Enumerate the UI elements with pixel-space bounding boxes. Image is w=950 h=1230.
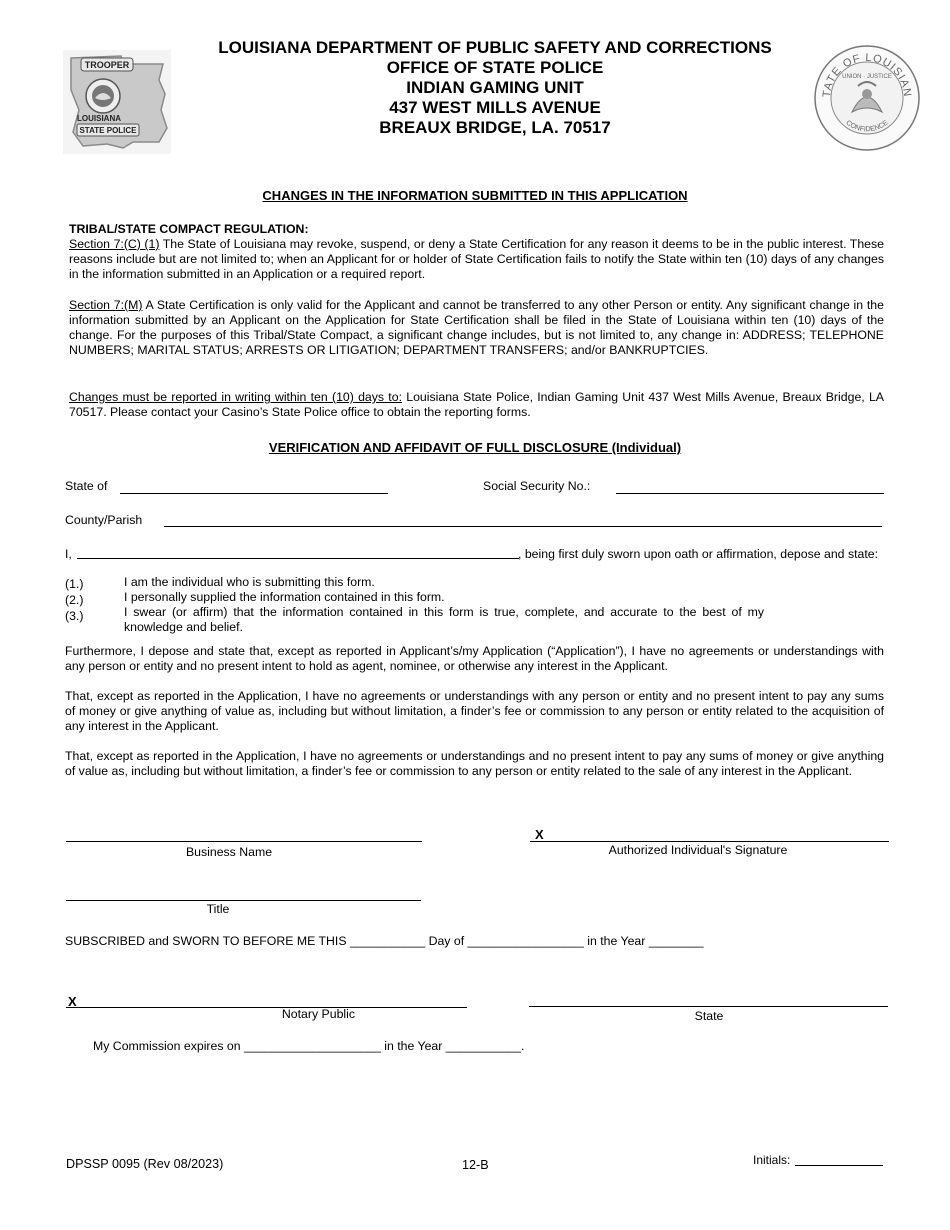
seal-text-top: TATE OF LOUISIAN <box>820 51 914 99</box>
initials-label: Initials: <box>753 1153 791 1167</box>
notary-state-field[interactable] <box>529 1006 888 1007</box>
title-field[interactable] <box>66 900 421 901</box>
state-of-field[interactable] <box>120 493 388 494</box>
section-7c1-text: The State of Louisiana may revoke, suspend, or deny a State Certification for any reason it deems to be in the public interest. These reasons include but are not limited to; when an Applicant for or holder of State Certification fails to notify the State within ten (10) days of any changes in the information submitted in an Application or a required report. <box>69 237 884 281</box>
section-7c1-label: Section 7:(C) (1) <box>69 237 160 251</box>
authorized-signature-label: Authorized Individual's Signature <box>608 843 788 857</box>
section-7m-paragraph <box>69 298 884 358</box>
item-3-text: I swear (or affirm) that the information contained in this form is true, complete, and accurate to the best of my knowledge and belief. <box>124 605 764 634</box>
notary-public-label: Notary Public <box>281 1007 356 1021</box>
item-2-text: I personally supplied the information contained in this form. <box>124 590 445 604</box>
signature-x-mark: X <box>535 827 544 842</box>
section-7c1-paragraph <box>69 237 884 282</box>
state-of-label: State of <box>65 479 108 493</box>
state-seal-icon <box>812 42 922 154</box>
ssn-label: Social Security No.: <box>483 479 591 493</box>
header-unit: INDIAN GAMING UNIT <box>406 78 584 97</box>
title-label: Title <box>206 902 230 916</box>
notary-state-label: State <box>694 1009 724 1023</box>
item-2-number: (2.) <box>65 593 84 607</box>
county-parish-label: County/Parish <box>65 513 143 527</box>
authorized-signature-field[interactable] <box>530 841 889 842</box>
disclosure-paragraph-3: That, except as reported in the Application, I have no agreements or understandings and no present intent to pay any sums of money or give anything of value as, including but without limitation, a finder’s fee or commission to any person or entity related to the sale of any interest in the Applicant. <box>65 749 884 778</box>
ssn-field[interactable] <box>616 493 884 494</box>
header-office: OFFICE OF STATE POLICE <box>386 58 604 77</box>
reporting-paragraph <box>69 390 884 420</box>
disclosure-paragraph-1: Furthermore, I depose and state that, except as reported in Applicant’s/my Application (“Application”), I have no agreements or understandings with any person or entity and no present intent to hold as agent, nominee, or otherwise any interest in the Applicant. <box>65 644 884 673</box>
section-changes-title: CHANGES IN THE INFORMATION SUBMITTED IN THIS APPLICATION <box>262 188 688 203</box>
disclosure-paragraph-2: That, except as reported in the Application, I have no agreements or understandings with any person or entity and no present intent to pay any sums of money or give anything of value as, including but without limitation, a finder’s fee or commission to any person or entity related to the acquisition of any interest in the Applicant. <box>65 689 884 733</box>
business-name-field[interactable] <box>66 841 422 842</box>
notary-x-mark: X <box>68 994 77 1009</box>
reporting-label: Changes must be reported in writing within ten (10) days to: <box>69 390 402 404</box>
county-parish-field[interactable] <box>164 526 882 527</box>
section-affidavit-title: VERIFICATION AND AFFIDAVIT OF FULL DISCLOSURE (Individual) <box>268 440 682 455</box>
commission-expires-line: My Commission expires on ____________________ in the Year ___________. <box>93 1039 525 1053</box>
section-7m-label: Section 7:(M) <box>69 298 143 312</box>
state-police-badge-icon <box>63 50 171 154</box>
document-header <box>180 38 810 138</box>
regulation-title: TRIBAL/STATE COMPACT REGULATION: <box>69 222 309 236</box>
form-id: DPSSP 0095 (Rev 08/2023) <box>66 1157 224 1171</box>
badge-text-top: TROOPER <box>84 60 130 70</box>
subscribed-sworn-line: SUBSCRIBED and SWORN TO BEFORE ME THIS ___________ Day of _________________ in the Year ________ <box>65 934 704 948</box>
seal-text-bottom: CONFIDENCE <box>844 119 890 134</box>
sworn-statement: , being first duly sworn upon oath or affirmation, depose and state: <box>518 547 879 561</box>
initials-field[interactable] <box>795 1165 883 1166</box>
badge-text-bottom: STATE POLICE <box>79 126 137 135</box>
reporting-text: Louisiana State Police, Indian Gaming Unit 437 West Mills Avenue, Breaux Bridge, LA 70517. Please contact your Casino’s State Police office to obtain the reporting forms. <box>69 390 884 419</box>
affiant-i-label: I, <box>65 547 72 561</box>
header-street: 437 WEST MILLS AVENUE <box>389 98 601 117</box>
seal-text-mid: UNION · JUSTICE <box>842 74 892 80</box>
section-7m-text: A State Certification is only valid for the Applicant and cannot be transferred to any other Person or entity. Any significant change in the information submitted by an Applicant on the Application for State Certification shall be filed in the State of Louisiana within ten (10) days of the change. For the purposes of this Tribal/State Compact, a significant change includes, but is not limited to, any change in: ADDRESS; TELEPHONE NUMBERS; MARITAL STATUS; ARRESTS OR LITIGATION; DEPARTMENT TRANSFERS; and/or BANKRUPTCIES. <box>69 298 884 357</box>
header-city: BREAUX BRIDGE, LA. 70517 <box>379 118 611 137</box>
item-3-number: (3.) <box>65 609 84 623</box>
business-name-label: Business Name <box>185 845 273 859</box>
badge-text-mid: LOUISIANA <box>77 114 121 123</box>
header-department: LOUISIANA DEPARTMENT OF PUBLIC SAFETY AND CORRECTIONS <box>218 38 772 57</box>
item-1-text: I am the individual who is submitting this form. <box>124 575 375 589</box>
affiant-name-field[interactable] <box>77 558 519 559</box>
item-1-number: (1.) <box>65 577 84 591</box>
page-number: 12-B <box>462 1158 489 1172</box>
